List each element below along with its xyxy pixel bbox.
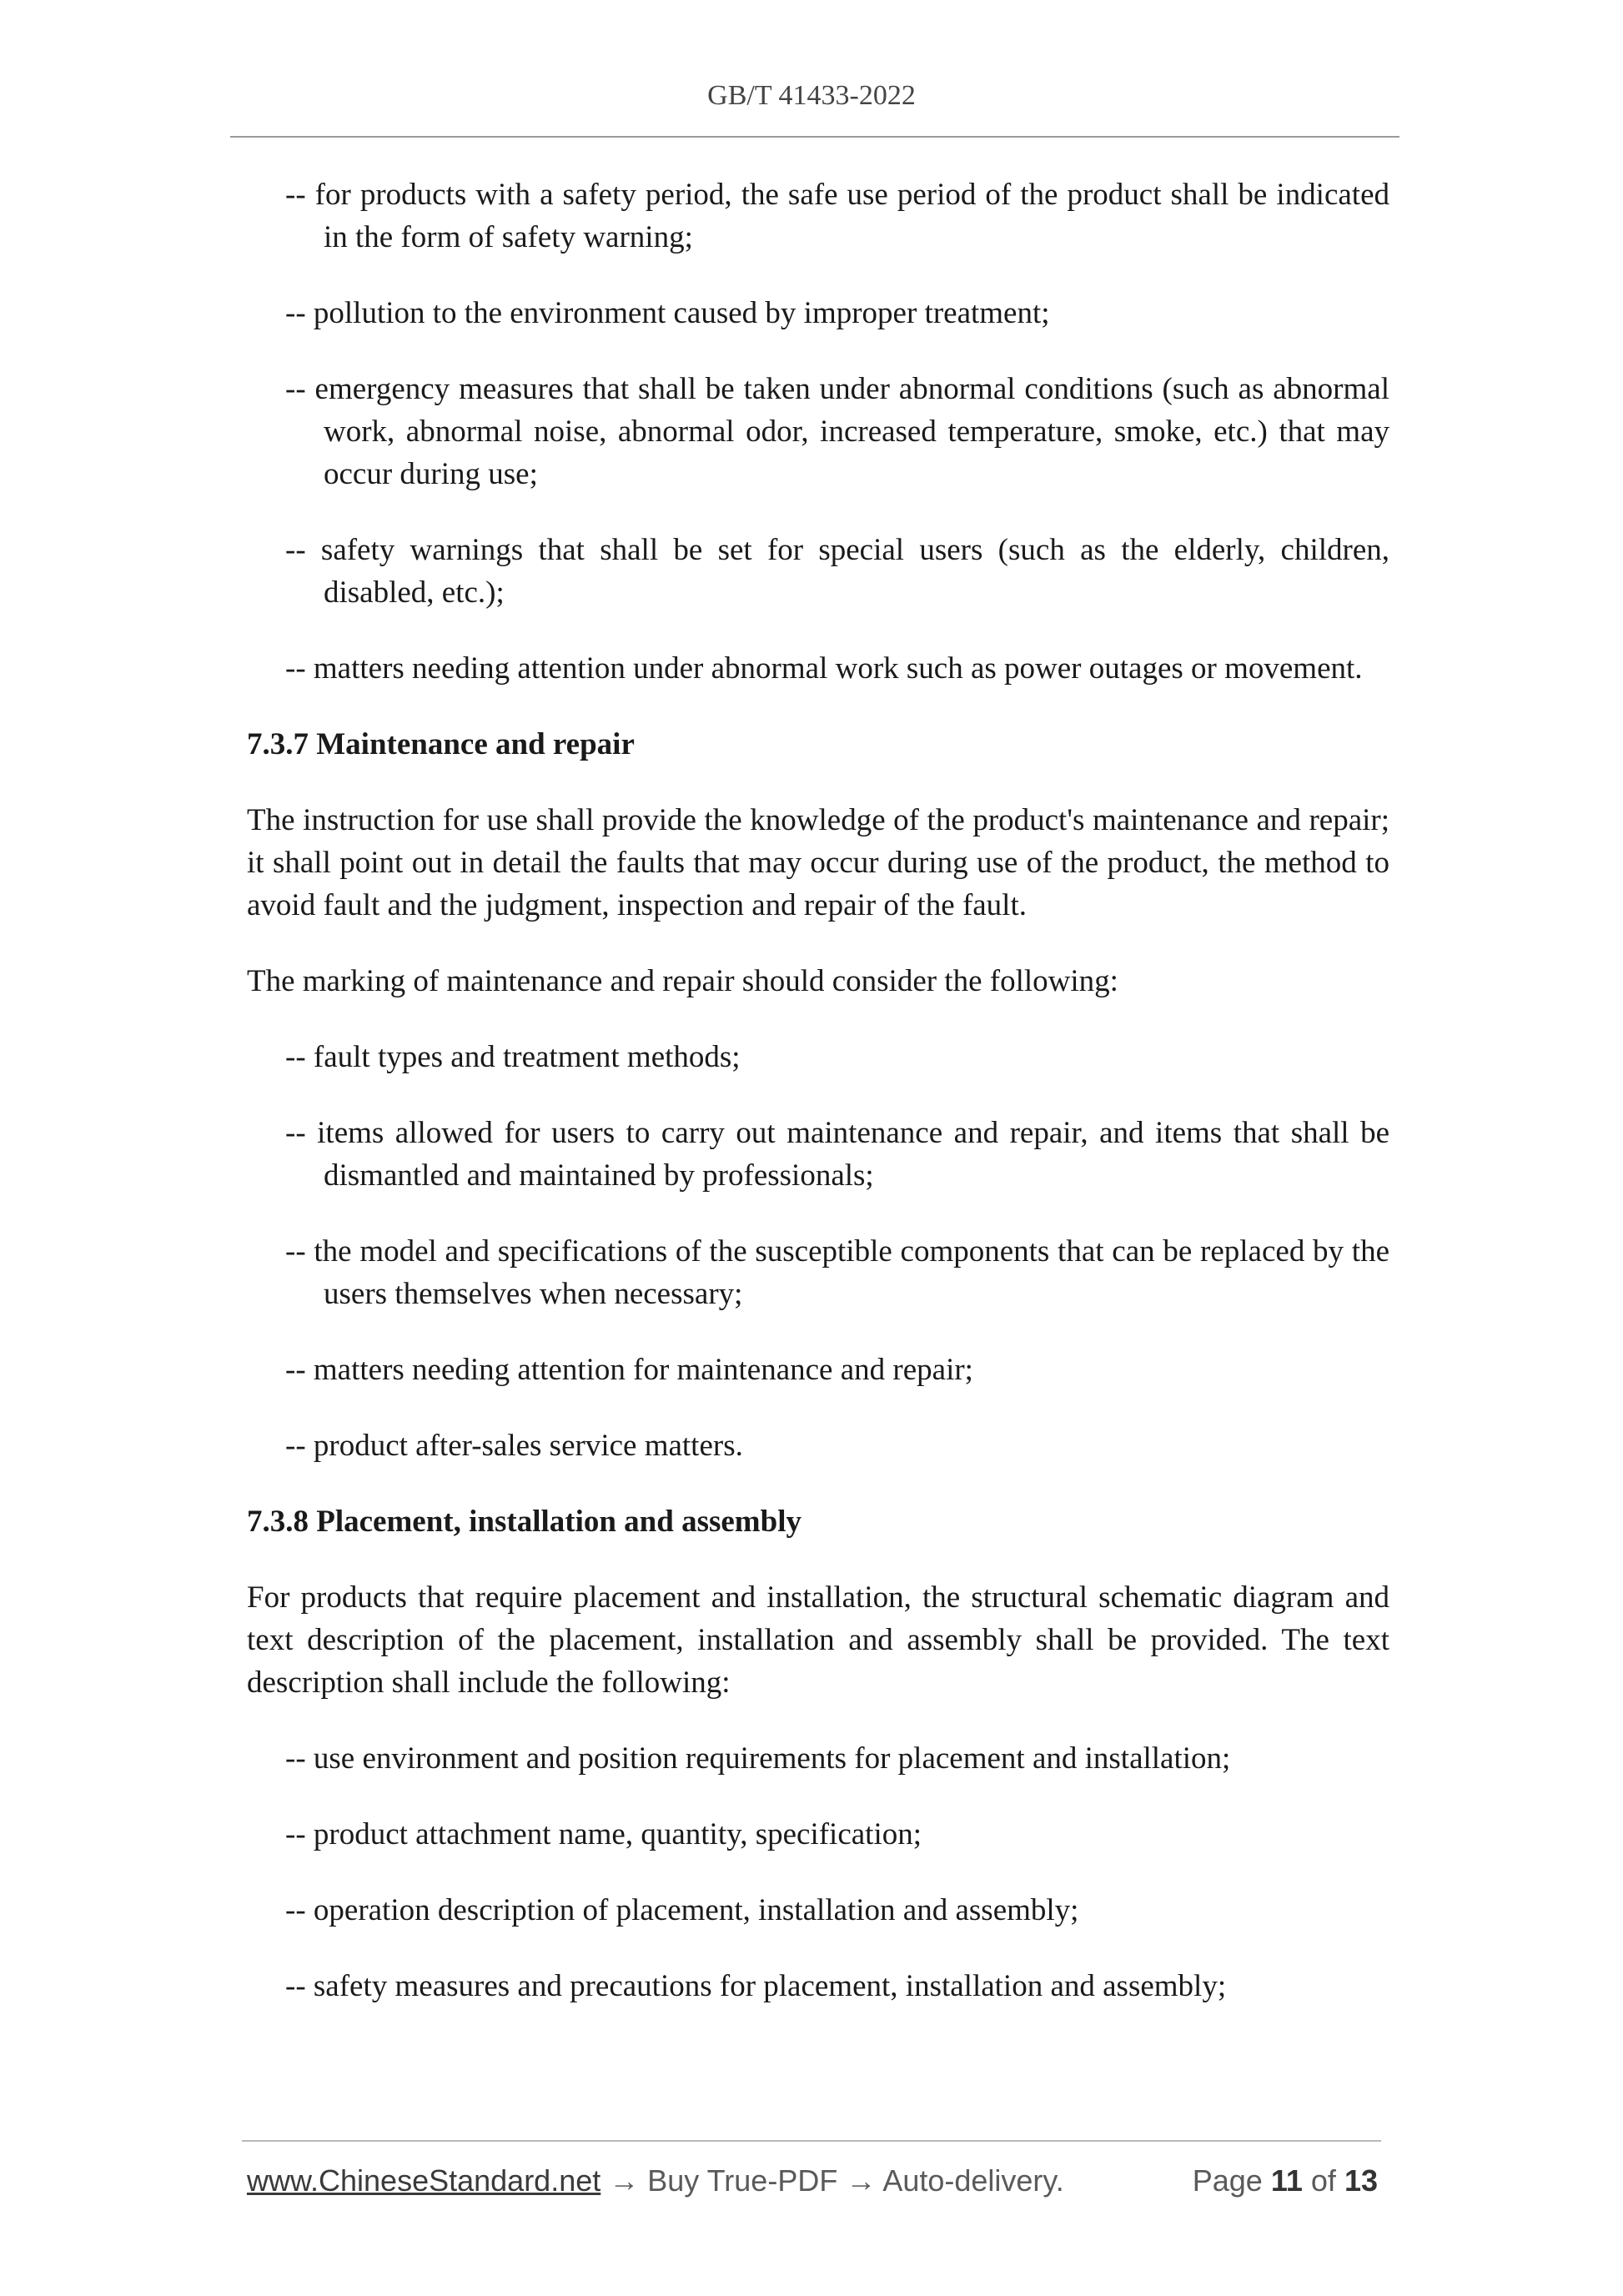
list-item: -- fault types and treatment methods; bbox=[285, 1040, 741, 1074]
page-current: 11 bbox=[1270, 2163, 1303, 2198]
list-item: -- pollution to the environment caused by improper treatment; bbox=[285, 296, 1050, 330]
list-item: -- items allowed for users to carry out maintenance and repair, and items that shall be dismantled and maintained by professionals; bbox=[285, 1116, 1389, 1193]
section-heading-7-3-8: 7.3.8 Placement, installation and assembly bbox=[247, 1505, 801, 1539]
footer-promo bbox=[247, 2163, 1064, 2198]
page-label: Page bbox=[1192, 2163, 1263, 2198]
list-item: -- product after-sales service matters. bbox=[285, 1429, 743, 1463]
page-number bbox=[1193, 2163, 1378, 2198]
paragraph: The instruction for use shall provide the knowledge of the product's maintenance and repair; it shall point out in detail the faults that may occur during use of the product, the method to avoid fault and the judgment, inspection and repair of the fault. bbox=[247, 803, 1389, 922]
website-link[interactable]: www.ChineseStandard.net bbox=[247, 2163, 601, 2198]
list-item: -- matters needing attention for maintenance and repair; bbox=[285, 1353, 973, 1387]
section-heading-7-3-7: 7.3.7 Maintenance and repair bbox=[247, 727, 635, 761]
page-footer bbox=[247, 2163, 1381, 2205]
list-item: -- product attachment name, quantity, specification; bbox=[285, 1817, 922, 1851]
list-item: -- safety warnings that shall be set for special users (such as the elderly, children, disabled, etc.); bbox=[285, 533, 1389, 610]
list-item: -- for products with a safety period, the safe use period of the product shall be indicated in the form of safety warning; bbox=[285, 178, 1389, 254]
page-of-label: of bbox=[1310, 2163, 1336, 2198]
header-divider bbox=[230, 136, 1399, 138]
list-item: -- operation description of placement, installation and assembly; bbox=[285, 1893, 1079, 1927]
list-item: -- matters needing attention under abnormal work such as power outages or movement. bbox=[285, 651, 1363, 686]
paragraph: For products that require placement and installation, the structural schematic diagram and text description of the placement, installation and assembly shall be provided. The text description shall include the following: bbox=[247, 1580, 1389, 1700]
page-total: 13 bbox=[1344, 2163, 1378, 2198]
paragraph: The marking of maintenance and repair should consider the following: bbox=[247, 964, 1118, 998]
page-content bbox=[247, 173, 1389, 2041]
list-item: -- use environment and position requirements for placement and installation; bbox=[285, 1741, 1231, 1776]
list-item: -- emergency measures that shall be taken under abnormal conditions (such as abnormal work, abnormal noise, abnormal odor, increased temperature, smoke, etc.) that may occur during use; bbox=[285, 372, 1389, 491]
list-item: -- safety measures and precautions for placement, installation and assembly; bbox=[285, 1969, 1227, 2003]
list-item: -- the model and specifications of the susceptible components that can be replaced by the users themselves when necessary; bbox=[285, 1234, 1389, 1311]
footer-tagline: → Buy True-PDF → Auto-delivery. bbox=[600, 2163, 1064, 2198]
footer-divider bbox=[242, 2140, 1381, 2142]
document-code-header: GB/T 41433-2022 bbox=[707, 80, 916, 111]
